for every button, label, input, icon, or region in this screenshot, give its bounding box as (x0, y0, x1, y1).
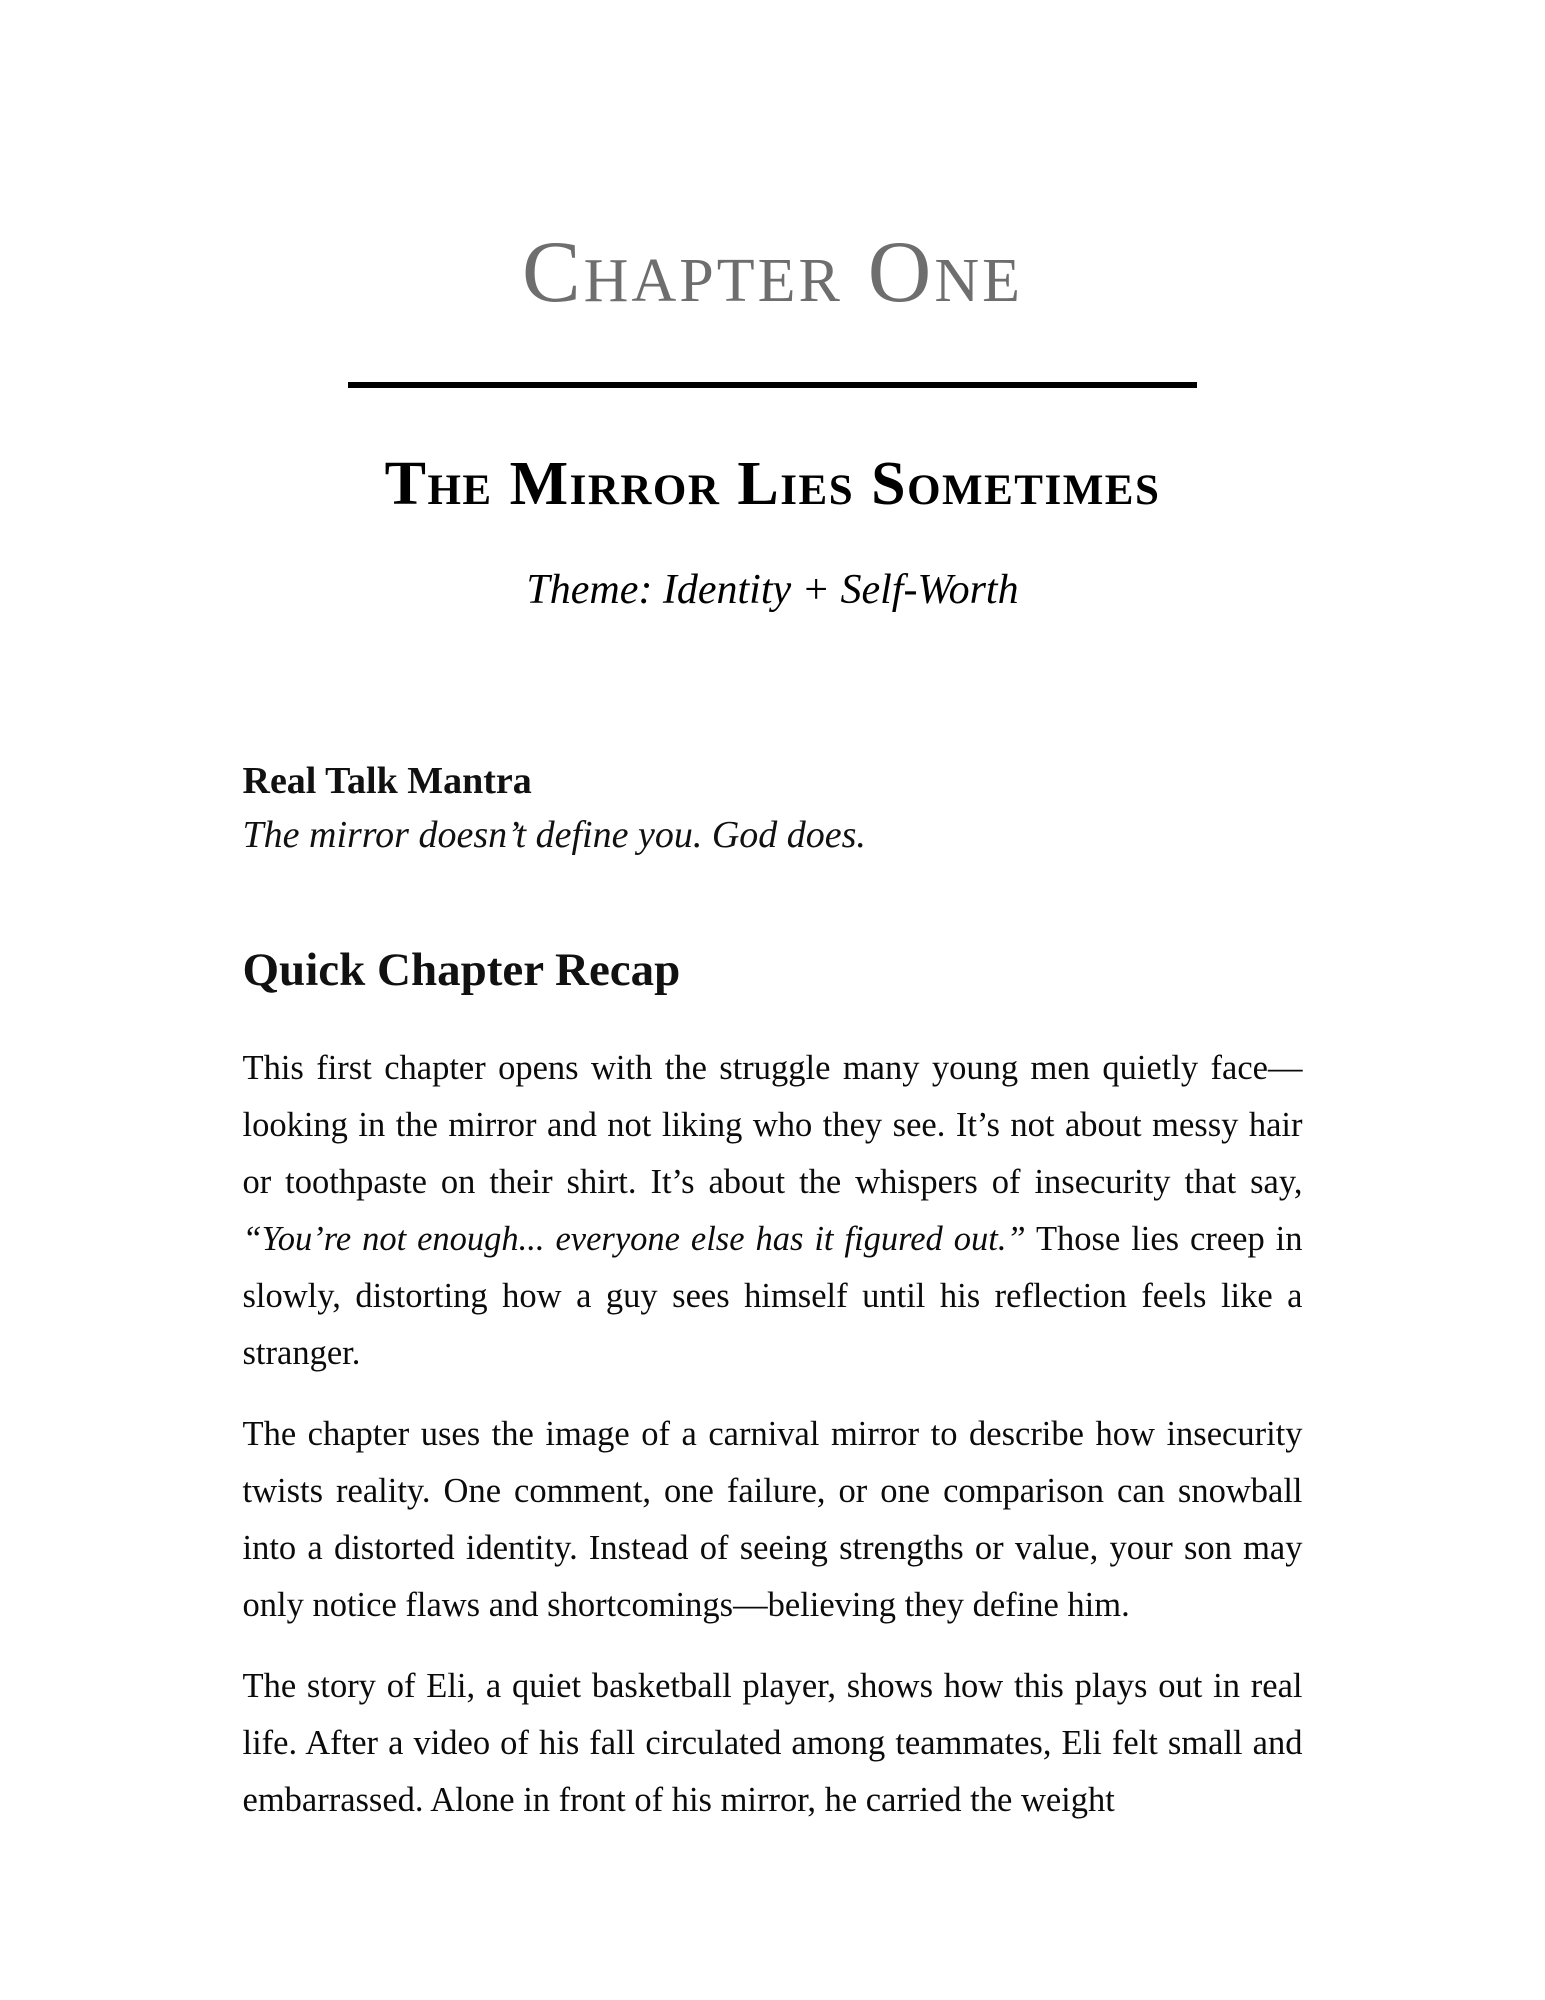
recap-paragraph-3: The story of Eli, a quiet basketball player, shows how this plays out in real life. After a video of his fall circulated among teammates, Eli felt small and embarrassed. Alone in front of his mirror, he carried the weight (242, 1666, 1303, 1819)
inline-italic-quote: “You’re not enough... everyone else has it figured out.” (242, 1219, 1026, 1258)
real-talk-mantra-heading: Real Talk Mantra (242, 759, 532, 802)
page-content (243, 225, 1303, 1829)
quick-chapter-recap-heading: Quick Chapter Recap (242, 943, 681, 996)
chapter-title: The Mirror Lies Sometimes (384, 449, 1161, 518)
chapter-number-label: Chapter One (521, 224, 1024, 321)
paragraph-text: This first chapter opens with the struggle many young men quietly face—looking in the mirror and not liking who they see. It’s not about messy hair or toothpaste on their shirt. It’s about the whispers of insecurity that say, (242, 1048, 1303, 1201)
section-divider-rule (348, 382, 1197, 388)
recap-paragraph-1 (243, 1040, 1303, 1382)
recap-paragraph-2: The chapter uses the image of a carnival mirror to describe how insecurity twists reality. One comment, one failure, or one comparison can snowball into a distorted identity. Instead of seeing strengths or value, your son may only notice flaws and shortcomings—believing they define him. (242, 1414, 1303, 1624)
chapter-theme-subtitle: Theme: Identity + Self-Worth (526, 567, 1019, 614)
real-talk-mantra-text: The mirror doesn’t define you. God does. (242, 814, 866, 857)
paragraph-text: Those lies creep in slowly, distorting how a guy sees himself until his reflection feels like a stranger. (242, 1219, 1303, 1372)
